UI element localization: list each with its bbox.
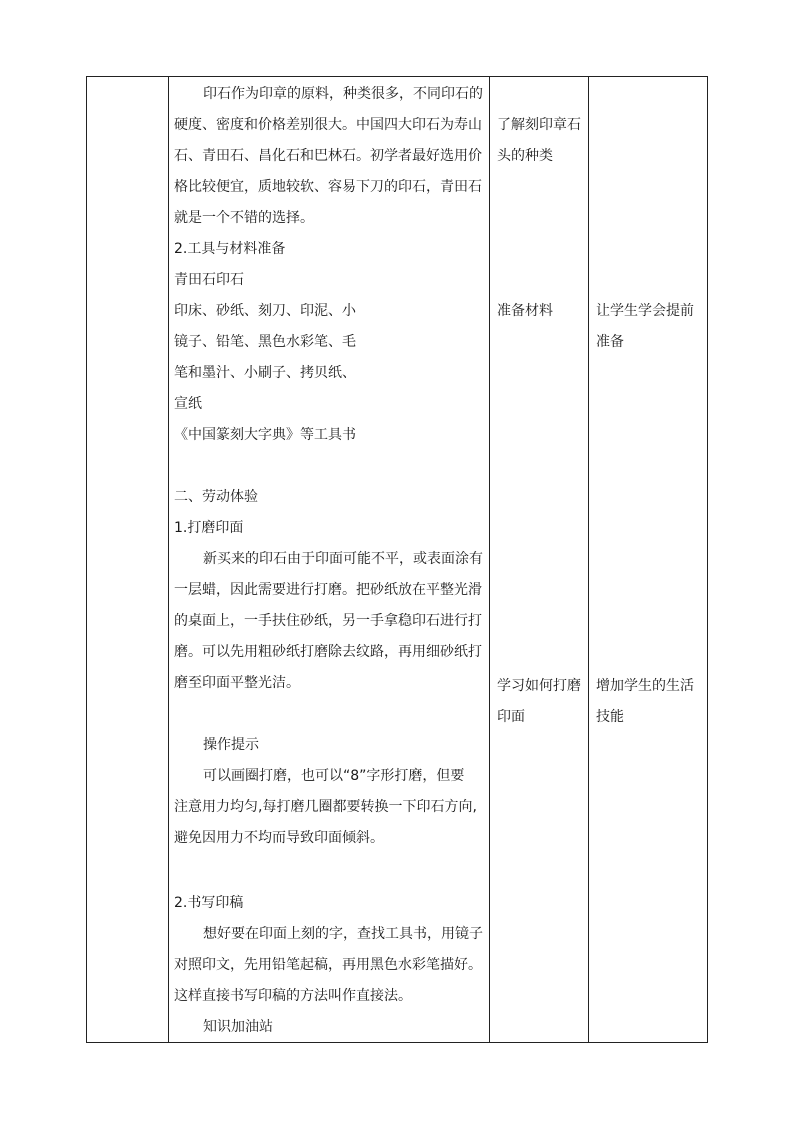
text-line: 可以画圈打磨，也可以“8”字形打磨，但要	[203, 768, 465, 784]
text-line: 磨至印面平整光洁。	[174, 675, 300, 691]
stage-cell	[87, 77, 169, 1043]
intent-text: 增加学生的生活	[596, 678, 694, 694]
intent-text: 让学生学会提前	[596, 303, 694, 319]
text-line: 《中国篆刻大字典》等工具书	[174, 427, 356, 443]
text-line: 石、青田石、昌化石和巴林石。初学者最好选用价	[174, 148, 482, 164]
section-heading-draft: 2.书写印稿	[174, 895, 244, 911]
activity-cell	[490, 77, 589, 1043]
text-line: 对照印文，先用铅笔起稿，再用黑色水彩笔描好。	[174, 957, 482, 973]
content-cell	[169, 77, 490, 1043]
text-line: 印床、砂纸、刻刀、印泥、小	[174, 303, 356, 319]
activity-text: 头的种类	[497, 148, 553, 164]
activity-text: 准备材料	[497, 303, 553, 319]
section-heading-tools: 2.工具与材料准备	[174, 241, 286, 257]
text-line: 格比较便宜，质地较软、容易下刀的印石，青田石	[174, 179, 482, 195]
text-line: 这样直接书写印稿的方法叫作直接法。	[174, 988, 412, 1004]
intent-text: 准备	[596, 334, 624, 350]
text-line: 镜子、铅笔、黑色水彩笔、毛	[174, 334, 356, 350]
text-line: 磨。可以先用粗砂纸打磨除去纹路，再用细砂纸打	[174, 644, 482, 660]
text-line: 想好要在印面上刻的字，查找工具书，用镜子	[203, 926, 483, 942]
text-line: 宣纸	[174, 396, 202, 412]
section-heading-part2: 二、劳动体验	[174, 489, 258, 505]
intent-text: 技能	[596, 709, 624, 725]
text-line: 就是一个不错的选择。	[174, 210, 314, 226]
text-line: 一层蜡，因此需要进行打磨。把砂纸放在平整光滑	[174, 582, 482, 598]
text-line: 新买来的印石由于印面可能不平，或表面涂有	[203, 551, 483, 567]
activity-text: 印面	[497, 709, 525, 725]
text-line: 印石作为印章的原料，种类很多，不同印石的	[203, 86, 483, 102]
text-line: 的桌面上，一手扶住砂纸，另一手拿稳印石进行打	[174, 613, 482, 629]
text-line: 硬度、密度和价格差别很大。中国四大印石为寿山	[174, 117, 482, 133]
knowledge-heading: 知识加油站	[203, 1019, 273, 1035]
text-line: 注意用力均匀,每打磨几圈都要转换一下印石方向,	[174, 799, 477, 815]
text-line: 青田石印石	[174, 272, 244, 288]
lesson-plan-table	[86, 76, 708, 1043]
text-line: 避免因用力不均而导致印面倾斜。	[174, 830, 384, 846]
activity-text: 了解刻印章石	[497, 117, 581, 133]
table-row	[87, 77, 708, 1043]
text-line: 笔和墨汁、小刷子、拷贝纸、	[174, 365, 356, 381]
activity-text: 学习如何打磨	[497, 678, 581, 694]
section-heading-polish: 1.打磨印面	[174, 520, 244, 536]
tips-heading: 操作提示	[203, 737, 259, 753]
intent-cell	[589, 77, 708, 1043]
